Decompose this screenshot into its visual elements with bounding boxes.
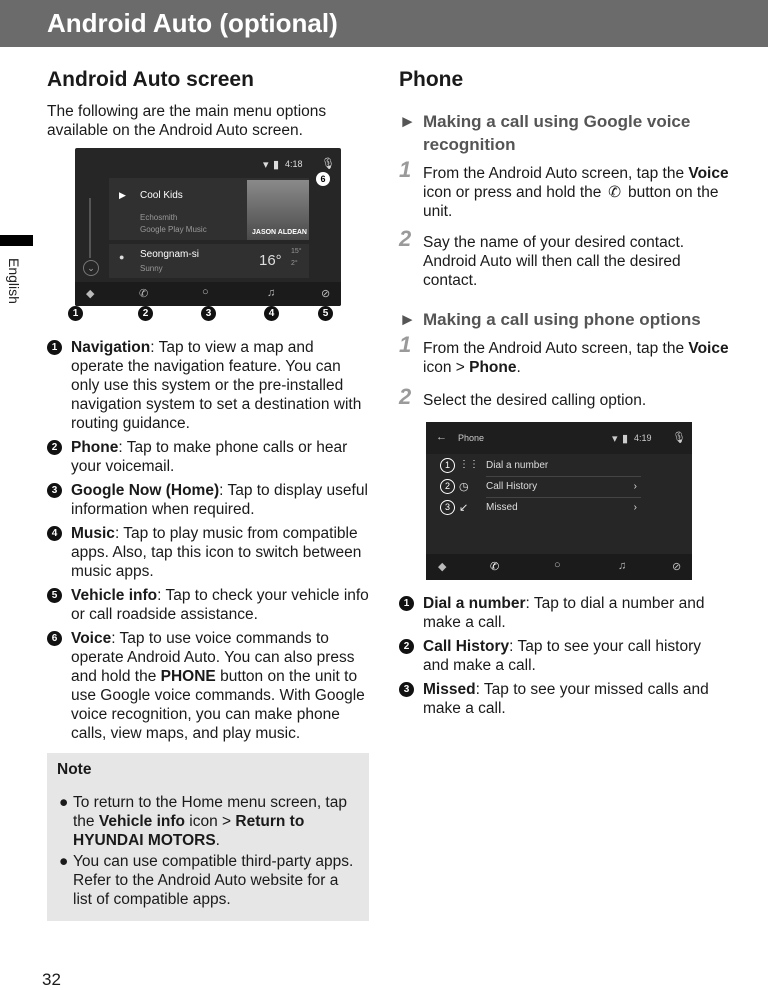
home-icon[interactable]: ○ <box>554 559 561 571</box>
item-number: 1 <box>47 340 62 355</box>
phone-icon[interactable]: ✆ <box>139 288 149 300</box>
dialpad-icon: ⋮⋮ <box>459 459 479 470</box>
triangle-icon: ► <box>399 310 416 329</box>
item-number: 5 <box>47 588 62 603</box>
item-number: 3 <box>47 483 62 498</box>
list-item <box>399 637 729 675</box>
step <box>399 384 729 410</box>
phone-top-bar <box>426 422 692 454</box>
row-dial-number[interactable] <box>486 455 641 477</box>
note-bold: Vehicle info <box>98 813 185 830</box>
phone-screenshot <box>426 422 692 580</box>
item-title: Phone <box>71 439 119 456</box>
left-column <box>47 68 369 921</box>
item-title: Vehicle info <box>71 587 158 604</box>
row-call-history[interactable] <box>486 476 641 498</box>
step-number: 2 <box>399 384 412 409</box>
album-art <box>247 180 309 240</box>
step-number: 1 <box>399 157 412 182</box>
voice-button-icon: ✆ <box>608 184 622 201</box>
step-text: From the Android Auto screen, tap the <box>423 165 689 182</box>
item-text: : Tap to use voice commands to operate Android Auto. You can also press and hold the <box>71 630 355 685</box>
marker-2: 2 <box>138 306 153 321</box>
list-item <box>47 481 369 519</box>
row-label: Call History <box>486 481 538 492</box>
phone-options-list <box>399 594 729 718</box>
item-number: 4 <box>47 526 62 541</box>
card1-sub2: Google Play Music <box>140 225 207 234</box>
music-icon[interactable]: ♫ <box>618 560 627 572</box>
note-title: Note <box>57 761 92 778</box>
step-text: From the Android Auto screen, tap the <box>423 340 689 357</box>
card2-title: Seongnam-si <box>140 249 199 260</box>
triangle-icon: ► <box>399 112 416 131</box>
subsection-title <box>399 308 729 331</box>
page-header <box>0 0 768 47</box>
list-item <box>47 629 369 743</box>
battery-icon: ▮ <box>273 159 280 171</box>
step <box>399 332 729 377</box>
music-icon[interactable]: ♫ <box>267 287 276 299</box>
item-number: 3 <box>399 682 414 697</box>
list-item <box>47 438 369 476</box>
step-text: Say the name of your desired contact. Android Auto will then call the desired contact. <box>423 234 685 289</box>
marker-6: 6 <box>316 172 330 186</box>
step <box>399 226 729 290</box>
marker-4: 4 <box>264 306 279 321</box>
right-column <box>399 68 729 723</box>
header-title: Android Auto (optional) <box>47 8 338 38</box>
item-text: : Tap to see your call history and make a call. <box>423 638 701 674</box>
item-text: : Tap to play music from compatible apps. Also, tap this icon to switch between music apps. <box>71 525 362 580</box>
row-label: Missed <box>486 502 518 513</box>
row-label: Dial a number <box>486 460 549 471</box>
list-item <box>47 524 369 581</box>
home-icon[interactable]: ○ <box>202 286 209 298</box>
step-bold: Phone <box>469 359 517 376</box>
list-item <box>47 586 369 624</box>
item-text: : Tap to view a map and operate the navigation feature. You can only use this system or the pre-installed navigation system to set a destination with routing guidance. <box>71 339 362 432</box>
item-title: Call History <box>423 638 510 655</box>
note-item <box>57 852 359 909</box>
marker-5: 5 <box>318 306 333 321</box>
item-number: 2 <box>399 639 414 654</box>
step-bold: Voice <box>688 165 729 182</box>
item-text: button on the unit to use Google voice commands. With Google voice recognition, you can make phone calls, view maps, and play music. <box>71 668 365 742</box>
item-number: 6 <box>47 631 62 646</box>
section-voice-call <box>399 110 729 290</box>
step-text: Select the desired calling option. <box>423 392 647 409</box>
phone-facet-bar <box>426 554 692 580</box>
vehicle-info-icon[interactable]: ⊘ <box>672 561 682 573</box>
history-icon: ◷ <box>459 481 469 493</box>
item-title: Missed <box>423 681 476 698</box>
side-tab <box>0 235 33 246</box>
battery-icon: ▮ <box>622 433 629 445</box>
item-title: Google Now (Home) <box>71 482 220 499</box>
voice-mic-icon[interactable]: 🎙 <box>321 158 335 170</box>
chevron-right-icon: › <box>633 481 637 492</box>
chevron-right-icon: › <box>633 502 637 513</box>
list-item <box>399 680 729 718</box>
note-bold: Return to HYUNDAI MOTORS <box>73 813 305 849</box>
row-missed[interactable] <box>486 497 641 518</box>
note-text: . <box>215 832 220 849</box>
note-text: You can use compatible third-party apps. Refer to the Android Auto website for a list of compatible apps. <box>73 853 354 908</box>
step-text: . <box>516 359 521 376</box>
item-title: Dial a number <box>423 595 526 612</box>
chevron-down-icon[interactable]: ⌄ <box>83 260 99 276</box>
album-art-text: JASON ALDEAN <box>252 229 307 236</box>
item-title: Navigation <box>71 339 151 356</box>
bullet: ● <box>59 794 69 811</box>
android-auto-screenshot <box>75 148 341 306</box>
back-arrow-icon[interactable]: ← <box>436 431 447 443</box>
item-text: : Tap to display useful information when required. <box>71 482 368 518</box>
navigation-icon[interactable]: ◆ <box>438 561 447 573</box>
list-item <box>47 338 369 433</box>
phone-marker-1: 1 <box>440 458 455 473</box>
subsection-title <box>399 110 729 156</box>
note-item <box>57 793 359 850</box>
page-number: 32 <box>42 970 61 989</box>
step <box>399 157 729 221</box>
weather-icon: ● <box>119 252 125 262</box>
note-text: icon > <box>185 813 236 830</box>
subsection-title-text: Making a call using phone options <box>423 310 701 329</box>
note-text: To return to the Home menu screen, tap the <box>73 794 347 830</box>
play-icon: ▶ <box>119 190 126 200</box>
step-text: button on the unit. <box>423 184 719 220</box>
language-label: English <box>6 258 22 304</box>
step-bold: Voice <box>688 340 729 357</box>
item-text: : Tap to see your missed calls and make a call. <box>423 681 709 717</box>
step-text: icon or press and hold the <box>423 184 606 201</box>
item-text: : Tap to make phone calls or hear your voicemail. <box>71 439 348 475</box>
note-box <box>47 753 369 921</box>
section-heading-android-auto: Android Auto screen <box>47 68 254 91</box>
facet-bar <box>75 282 341 306</box>
step-number: 2 <box>399 226 412 251</box>
temp-high: 15° <box>291 248 302 255</box>
intro-text: The following are the main menu options available on the Android Auto screen. <box>47 103 327 139</box>
temp-low: 2° <box>291 260 298 267</box>
item-bold: PHONE <box>160 668 216 685</box>
phone-marker-3: 3 <box>440 500 455 515</box>
item-text: : Tap to check your vehicle info or call roadside assistance. <box>71 587 369 623</box>
phone-status-time: 4:19 <box>634 433 652 443</box>
scroll-rail <box>89 198 91 258</box>
section-phone-options <box>399 308 729 410</box>
wifi-icon: ▾ <box>612 433 618 445</box>
item-number: 1 <box>399 596 414 611</box>
phone-screen-title: Phone <box>458 433 485 443</box>
phone-icon[interactable]: ✆ <box>490 561 500 573</box>
marker-3: 3 <box>201 306 216 321</box>
temperature: 16° <box>259 252 282 269</box>
item-title: Music <box>71 525 115 542</box>
missed-call-icon: ↙ <box>459 502 469 514</box>
wifi-icon: ▾ <box>263 159 269 171</box>
subsection-title-text: Making a call using Google voice recognition <box>423 112 691 154</box>
section-heading-phone: Phone <box>399 68 464 91</box>
mic-icon[interactable]: 🎙 <box>672 432 686 444</box>
item-number: 2 <box>47 440 62 455</box>
menu-options-list <box>47 338 369 743</box>
navigation-icon[interactable]: ◆ <box>86 288 95 300</box>
marker-1: 1 <box>68 306 83 321</box>
card2-sub: Sunny <box>140 264 163 273</box>
status-time: 4:18 <box>285 159 303 169</box>
weather-card[interactable] <box>109 244 309 278</box>
item-title: Voice <box>71 630 112 647</box>
list-item <box>399 594 729 632</box>
card1-title: Cool Kids <box>140 190 183 201</box>
step-number: 1 <box>399 332 412 357</box>
marker-row <box>72 306 341 326</box>
vehicle-info-icon[interactable]: ⊘ <box>321 288 331 300</box>
phone-marker-2: 2 <box>440 479 455 494</box>
bullet: ● <box>59 853 69 870</box>
item-text: : Tap to dial a number and make a call. <box>423 595 705 631</box>
card1-sub1: Echosmith <box>140 213 178 222</box>
step-text: icon > <box>423 359 470 376</box>
